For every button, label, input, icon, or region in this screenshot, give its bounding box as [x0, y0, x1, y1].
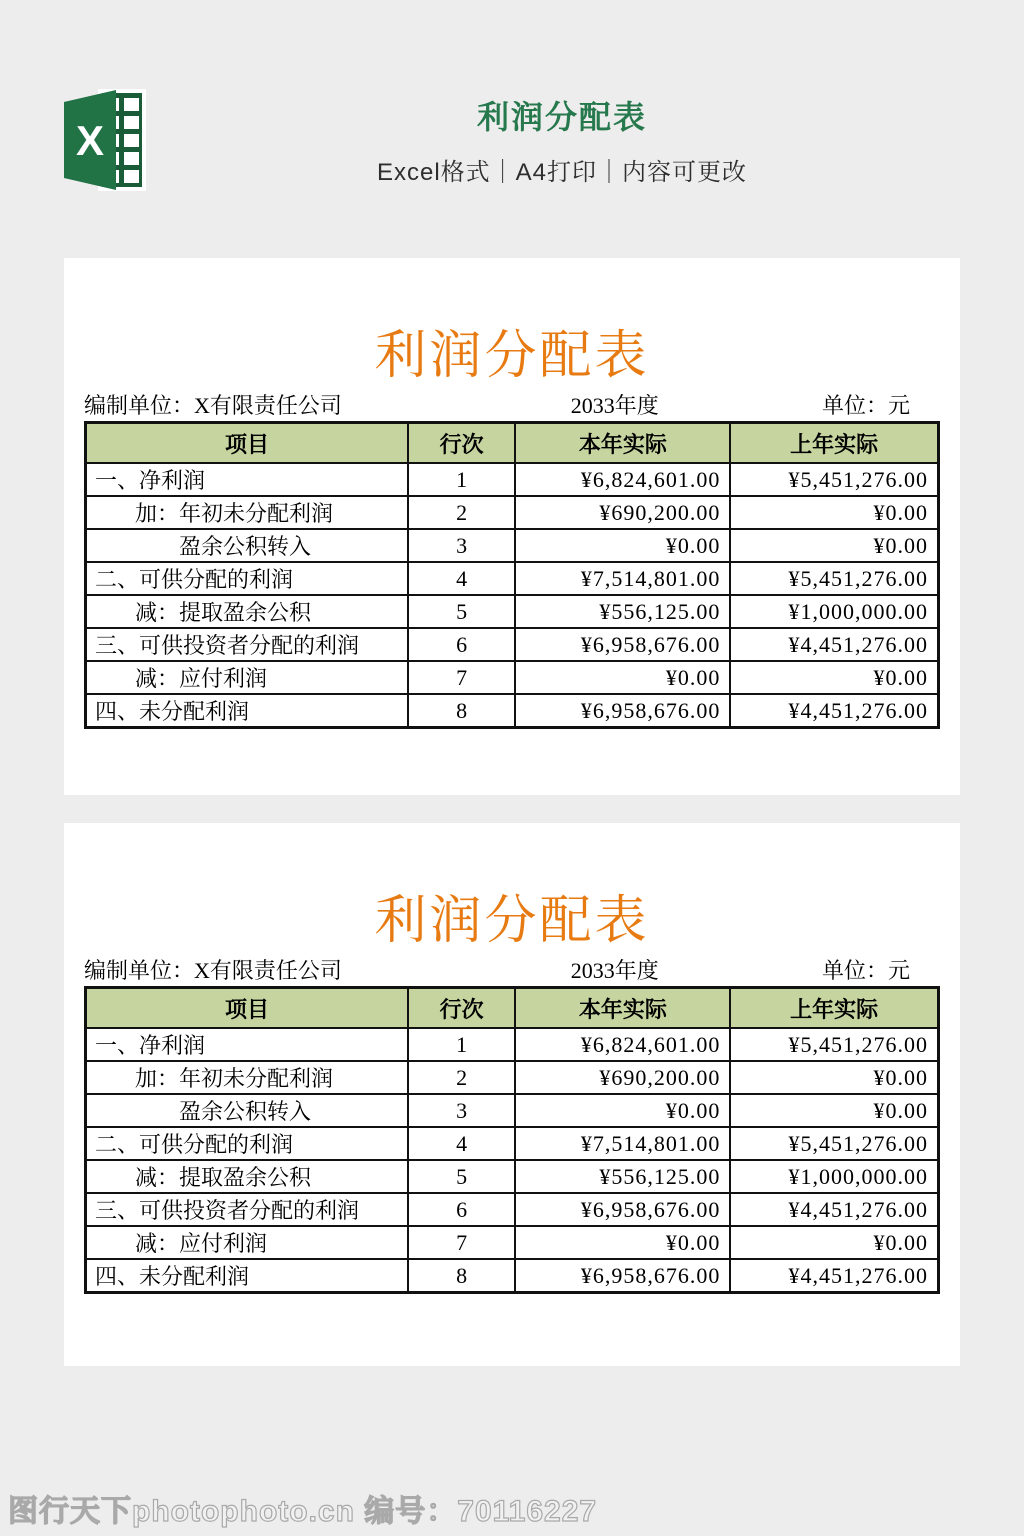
- currency-unit-label: 单位：元: [821, 958, 910, 983]
- col-header-line: 行次: [408, 988, 515, 1029]
- line-no-cell: 7: [408, 661, 515, 694]
- line-no-cell: 2: [408, 1061, 515, 1094]
- line-no-cell: 1: [408, 1028, 515, 1061]
- page-footer: [8, 1486, 597, 1530]
- line-no-cell: 7: [408, 1226, 515, 1259]
- line-no-cell: 4: [408, 562, 515, 595]
- table-header-row: [86, 423, 939, 464]
- line-no-cell: 8: [408, 694, 515, 728]
- previous-year-cell: ¥4,451,276.00: [730, 1259, 938, 1293]
- line-no-cell: 2: [408, 496, 515, 529]
- item-cell: 加：年初未分配利润: [86, 496, 408, 529]
- previous-year-cell: ¥0.00: [730, 496, 938, 529]
- current-year-cell: ¥556,125.00: [515, 595, 730, 628]
- excel-logo-icon: [64, 84, 148, 196]
- current-year-cell: ¥0.00: [515, 1094, 730, 1127]
- line-no-cell: 6: [408, 628, 515, 661]
- table-row: [86, 1028, 939, 1061]
- line-no-cell: 5: [408, 595, 515, 628]
- current-year-cell: ¥7,514,801.00: [515, 1127, 730, 1160]
- sheet-title: 利润分配表: [374, 328, 650, 385]
- page-header: [0, 0, 1024, 258]
- current-year-cell: ¥6,958,676.00: [515, 1193, 730, 1226]
- table-row: [86, 463, 939, 496]
- excel-logo-letter: X: [75, 117, 105, 164]
- previous-year-cell: ¥1,000,000.00: [730, 595, 938, 628]
- sheet-info-row: [84, 393, 940, 419]
- col-header-line: 行次: [408, 423, 515, 464]
- sheet-title: 利润分配表: [374, 893, 650, 950]
- line-no-cell: 5: [408, 1160, 515, 1193]
- table-row: [86, 562, 939, 595]
- table-row: [86, 1226, 939, 1259]
- item-cell: 减：应付利润: [86, 1226, 408, 1259]
- fiscal-year-label: 2033年度: [570, 393, 659, 418]
- current-year-cell: ¥6,958,676.00: [515, 628, 730, 661]
- prepared-by-label: 编制单位：X有限责任公司: [84, 958, 342, 983]
- prepared-by-label: 编制单位：X有限责任公司: [84, 393, 342, 418]
- line-no-cell: 3: [408, 1094, 515, 1127]
- previous-year-cell: ¥0.00: [730, 1226, 938, 1259]
- col-header-current: 本年实际: [515, 423, 730, 464]
- table-header-row: [86, 988, 939, 1029]
- watermark-text: 图行天下photophoto.cn 编号：70116227: [8, 1495, 598, 1528]
- item-cell: 加：年初未分配利润: [86, 1061, 408, 1094]
- table-row: [86, 496, 939, 529]
- page-title: 利润分配表: [476, 99, 647, 135]
- table-row: [86, 1259, 939, 1293]
- current-year-cell: ¥6,824,601.00: [515, 463, 730, 496]
- current-year-cell: ¥0.00: [515, 529, 730, 562]
- previous-year-cell: ¥0.00: [730, 1061, 938, 1094]
- previous-year-cell: ¥1,000,000.00: [730, 1160, 938, 1193]
- currency-unit-label: 单位：元: [821, 393, 910, 418]
- item-cell: 三、可供投资者分配的利润: [86, 1193, 408, 1226]
- profit-distribution-table: [84, 986, 940, 1294]
- table-row: [86, 628, 939, 661]
- preview-card-2: [64, 823, 960, 1366]
- previous-year-cell: ¥4,451,276.00: [730, 694, 938, 728]
- item-cell: 减：提取盈余公积: [86, 1160, 408, 1193]
- sheet-info-row: [84, 958, 940, 984]
- current-year-cell: ¥0.00: [515, 1226, 730, 1259]
- item-cell: 减：应付利润: [86, 661, 408, 694]
- item-cell: 二、可供分配的利润: [86, 562, 408, 595]
- current-year-cell: ¥556,125.00: [515, 1160, 730, 1193]
- item-cell: 盈余公积转入: [86, 1094, 408, 1127]
- preview-card-1: [64, 258, 960, 795]
- previous-year-cell: ¥4,451,276.00: [730, 628, 938, 661]
- line-no-cell: 4: [408, 1127, 515, 1160]
- current-year-cell: ¥690,200.00: [515, 1061, 730, 1094]
- col-header-previous: 上年实际: [730, 423, 938, 464]
- previous-year-cell: ¥5,451,276.00: [730, 562, 938, 595]
- table-row: [86, 1160, 939, 1193]
- previous-year-cell: ¥0.00: [730, 661, 938, 694]
- table-row: [86, 1193, 939, 1226]
- item-cell: 二、可供分配的利润: [86, 1127, 408, 1160]
- item-cell: 一、净利润: [86, 1028, 408, 1061]
- previous-year-cell: ¥5,451,276.00: [730, 1127, 938, 1160]
- col-header-previous: 上年实际: [730, 988, 938, 1029]
- current-year-cell: ¥690,200.00: [515, 496, 730, 529]
- previous-year-cell: ¥4,451,276.00: [730, 1193, 938, 1226]
- item-cell: 四、未分配利润: [86, 694, 408, 728]
- item-cell: 盈余公积转入: [86, 529, 408, 562]
- item-cell: 减：提取盈余公积: [86, 595, 408, 628]
- col-header-current: 本年实际: [515, 988, 730, 1029]
- item-cell: 四、未分配利润: [86, 1259, 408, 1293]
- current-year-cell: ¥0.00: [515, 661, 730, 694]
- col-header-item: 项目: [86, 423, 408, 464]
- table-row: [86, 595, 939, 628]
- page-subtitle: Excel格式｜A4打印｜内容可更改: [376, 159, 748, 186]
- table-row: [86, 661, 939, 694]
- line-no-cell: 1: [408, 463, 515, 496]
- table-row: [86, 694, 939, 728]
- line-no-cell: 3: [408, 529, 515, 562]
- current-year-cell: ¥6,824,601.00: [515, 1028, 730, 1061]
- previous-year-cell: ¥0.00: [730, 529, 938, 562]
- previous-year-cell: ¥5,451,276.00: [730, 1028, 938, 1061]
- previous-year-cell: ¥0.00: [730, 1094, 938, 1127]
- col-header-item: 项目: [86, 988, 408, 1029]
- item-cell: 一、净利润: [86, 463, 408, 496]
- fiscal-year-label: 2033年度: [570, 958, 659, 983]
- table-row: [86, 1061, 939, 1094]
- item-cell: 三、可供投资者分配的利润: [86, 628, 408, 661]
- current-year-cell: ¥6,958,676.00: [515, 1259, 730, 1293]
- table-row: [86, 1094, 939, 1127]
- current-year-cell: ¥7,514,801.00: [515, 562, 730, 595]
- table-row: [86, 1127, 939, 1160]
- line-no-cell: 8: [408, 1259, 515, 1293]
- previous-year-cell: ¥5,451,276.00: [730, 463, 938, 496]
- current-year-cell: ¥6,958,676.00: [515, 694, 730, 728]
- profit-distribution-table: [84, 421, 940, 729]
- line-no-cell: 6: [408, 1193, 515, 1226]
- table-row: [86, 529, 939, 562]
